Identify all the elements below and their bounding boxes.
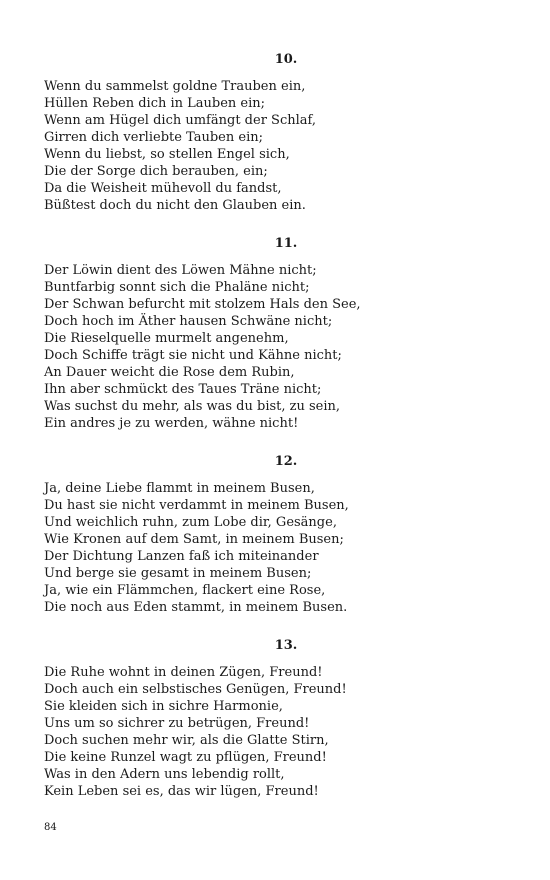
poem-13 xyxy=(44,638,484,800)
poem-line: Wenn du sammelst goldne Trauben ein, xyxy=(44,79,306,94)
poem-line: Du hast sie nicht verdammt in meinem Busen, xyxy=(44,498,349,513)
poem-lines xyxy=(44,664,484,800)
poem-number: 11. xyxy=(274,236,298,251)
poem-line: Die keine Runzel wagt zu pflügen, Freund! xyxy=(44,750,327,765)
poem-12 xyxy=(44,454,484,616)
poem-line: Was suchst du mehr, als was du bist, zu sein, xyxy=(44,399,341,414)
poem-line: Buntfarbig sonnt sich die Phaläne nicht; xyxy=(44,280,310,295)
poem-10 xyxy=(44,52,484,214)
poem-lines xyxy=(44,480,484,616)
poem-line: Der Dichtung Lanzen faß ich miteinander xyxy=(44,549,319,564)
poem-line: Und weichlich ruhn, zum Lobe dir, Gesänge, xyxy=(44,515,337,530)
poem-line: Ja, deine Liebe flammt in meinem Busen, xyxy=(44,481,315,496)
poem-line: Sie kleiden sich in sichre Harmonie, xyxy=(44,699,283,714)
poem-line: Die Rieselquelle murmelt angenehm, xyxy=(44,331,289,346)
poem-lines xyxy=(44,78,484,214)
poem-line: Und berge sie gesamt in meinem Busen; xyxy=(44,566,312,581)
poem-line: Kein Leben sei es, das wir lügen, Freund! xyxy=(44,784,319,799)
poem-line: Ein andres je zu werden, wähne nicht! xyxy=(44,416,299,431)
poem-line: Ja, wie ein Flämmchen, flackert eine Rose, xyxy=(44,583,326,598)
poem-line: Wenn du liebst, so stellen Engel sich, xyxy=(44,147,290,162)
poem-line: Die Ruhe wohnt in deinen Zügen, Freund! xyxy=(44,665,323,680)
poem-line: Wie Kronen auf dem Samt, in meinem Busen; xyxy=(44,532,344,547)
poem-line: Ihn aber schmückt des Taues Träne nicht; xyxy=(44,382,322,397)
page-number: 84 xyxy=(44,822,57,833)
poem-line: Die noch aus Eden stammt, in meinem Busen. xyxy=(44,600,348,615)
poem-line: An Dauer weicht die Rose dem Rubin, xyxy=(44,365,295,380)
poem-11 xyxy=(44,236,484,432)
poem-line: Doch hoch im Äther hausen Schwäne nicht; xyxy=(44,314,333,329)
poem-lines xyxy=(44,262,484,432)
poem-line: Doch Schiffe trägt sie nicht und Kähne nicht; xyxy=(44,348,342,363)
poem-line: Doch suchen mehr wir, als die Glatte Stirn, xyxy=(44,733,329,748)
poem-line: Wenn am Hügel dich umfängt der Schlaf, xyxy=(44,113,316,128)
poem-line: Da die Weisheit mühevoll du fandst, xyxy=(44,181,282,196)
poem-line: Der Schwan befurcht mit stolzem Hals den See, xyxy=(44,297,361,312)
poem-number: 12. xyxy=(274,454,298,469)
poem-line: Hüllen Reben dich in Lauben ein; xyxy=(44,96,266,111)
poem-number: 10. xyxy=(274,52,298,67)
poem-line: Uns um so sichrer zu betrügen, Freund! xyxy=(44,716,310,731)
poem-line: Girren dich verliebte Tauben ein; xyxy=(44,130,263,145)
poem-line: Doch auch ein selbstisches Genügen, Freund! xyxy=(44,682,347,697)
poem-line: Was in den Adern uns lebendig rollt, xyxy=(44,767,285,782)
poem-number: 13. xyxy=(274,638,298,653)
poem-line: Die der Sorge dich berauben, ein; xyxy=(44,164,268,179)
poem-line: Der Löwin dient des Löwen Mähne nicht; xyxy=(44,263,317,278)
poem-line: Büßtest doch du nicht den Glauben ein. xyxy=(44,198,306,213)
